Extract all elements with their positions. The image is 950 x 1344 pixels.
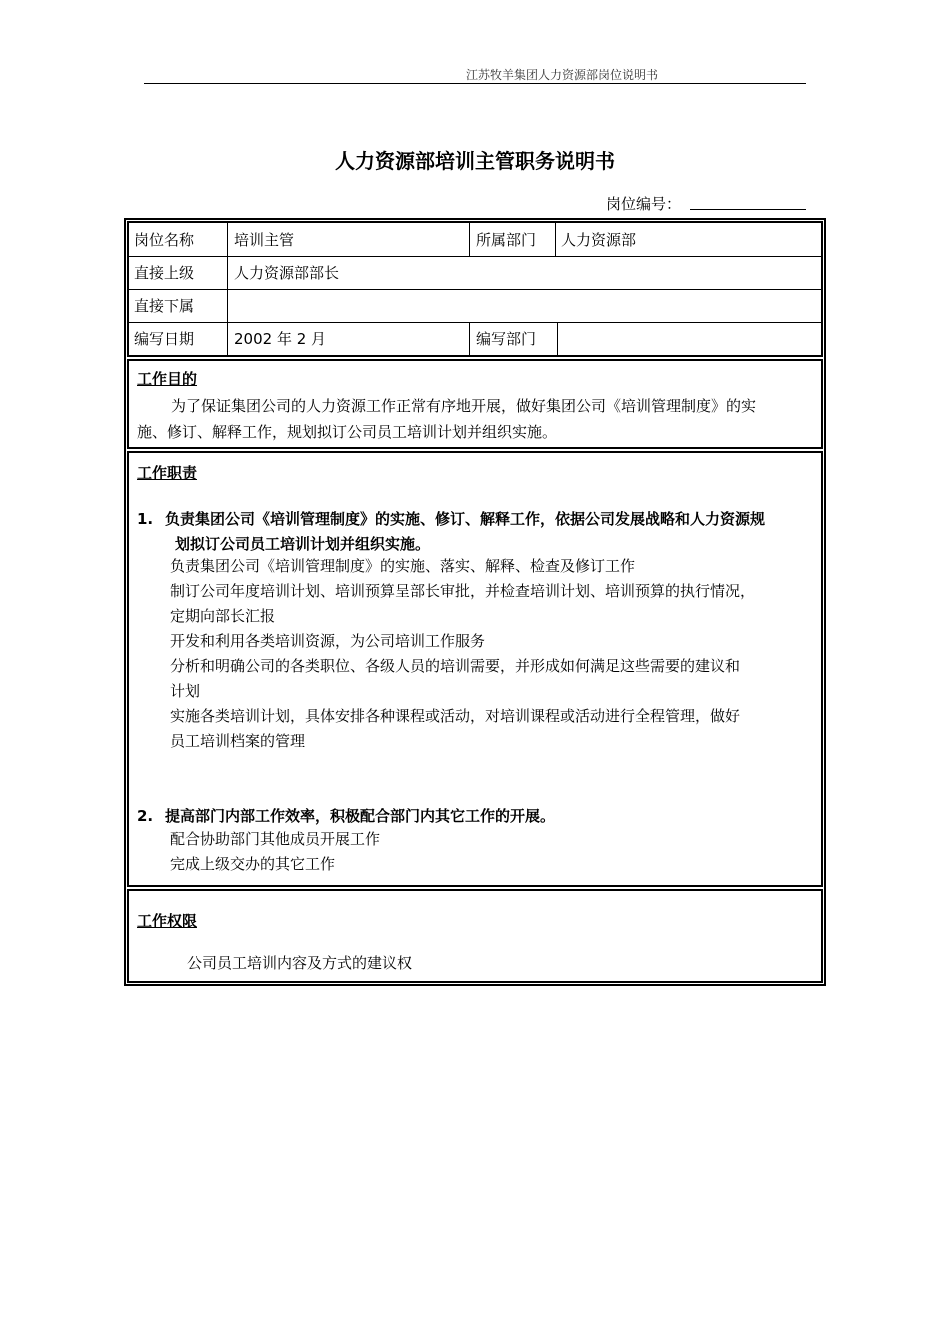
date-label: 编写日期 [134,330,195,348]
duty-1-bullet: 分析和明确公司的各类职位、各级人员的培训需要，并形成如何满足这些需要的建议和 [170,657,741,675]
duty-1-bullet-cont: 员工培训档案的管理 [170,732,306,750]
duty-1-number: 1. [137,510,154,528]
department-label: 所属部门 [476,231,537,249]
duty-1-line1: 负责集团公司《培训管理制度》的实施、修订、解释工作，依据公司发展战略和人力资源规 [165,510,766,528]
purpose-text-line2: 施、修订、解释工作，规划拟订公司员工培训计划并组织实施。 [137,423,558,441]
document-title: 人力资源部培训主管职务说明书 [335,149,615,173]
date-value: 2002 年 2 月 [234,330,327,348]
duty-1-bullet: 负责集团公司《培训管理制度》的实施、落实、解释、检查及修订工作 [170,557,636,575]
duty-1-bullet-cont: 计划 [170,682,201,700]
col-divider [469,223,470,256]
position-name-label: 岗位名称 [134,231,195,249]
duty-1-bullet: 制订公司年度培训计划、培训预算呈部长审批，并检查培训计划、培训预算的执行情况， [170,582,756,600]
row-divider [129,256,821,257]
authority-title: 工作权限 [137,912,198,930]
post-number-blank [690,209,806,210]
purpose-text-line1: 为了保证集团公司的人力资源工作正常有序地开展，做好集团公司《培训管理制度》的实 [171,397,757,415]
position-name-value: 培训主管 [234,231,295,249]
subordinate-label: 直接下属 [134,297,195,315]
department-value: 人力资源部 [561,231,637,249]
superior-label: 直接上级 [134,264,195,282]
duty-2-bullet: 完成上级交办的其它工作 [170,855,336,873]
col-divider [555,223,556,256]
col-divider [227,223,228,355]
col-divider [557,322,558,355]
col-divider [469,322,470,355]
authority-text: 公司员工培训内容及方式的建议权 [187,954,413,972]
purpose-title: 工作目的 [137,370,198,388]
superior-value: 人力资源部部长 [234,264,340,282]
header-rule [144,83,806,84]
duty-1-bullet: 实施各类培训计划，具体安排各种课程或活动，对培训课程或活动进行全程管理，做好 [170,707,741,725]
author-dept-label: 编写部门 [476,330,537,348]
duty-1-bullet: 开发和利用各类培训资源，为公司培训工作服务 [170,632,486,650]
duty-1-line2: 划拟订公司员工培训计划并组织实施。 [175,535,431,553]
duty-2-bullet: 配合协助部门其他成员开展工作 [170,830,381,848]
duty-2-line: 提高部门内部工作效率，积极配合部门内其它工作的开展。 [165,807,556,825]
row-divider [129,322,821,323]
duty-1-bullet-cont: 定期向部长汇报 [170,607,276,625]
page-header-text: 江苏牧羊集团人力资源部岗位说明书 [466,68,659,82]
post-number-label: 岗位编号： [606,195,682,213]
duty-2-number: 2. [137,807,154,825]
duties-title: 工作职责 [137,464,198,482]
row-divider [129,289,821,290]
